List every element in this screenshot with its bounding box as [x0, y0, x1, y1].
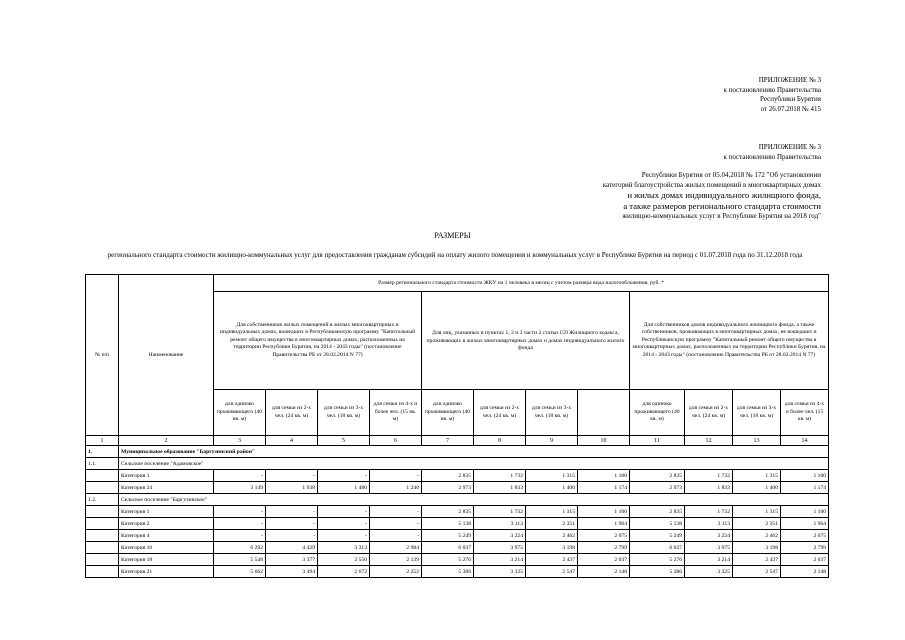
row-value: - — [214, 470, 266, 482]
row-value: 1 732 — [474, 470, 526, 482]
row-value: 3 214 — [685, 554, 733, 566]
row-value: 1 833 — [685, 482, 733, 494]
header-sub: для одиноко проживающего (40 кв. м) — [422, 390, 474, 436]
header-line: к постановлению Правительства — [723, 85, 821, 94]
column-number: 12 — [685, 436, 733, 446]
row-number: 1. — [86, 446, 119, 458]
appendix-header-new — [723, 76, 821, 114]
header-sub — [578, 390, 630, 436]
row-value: 2 437 — [526, 554, 578, 566]
row-value: 2 075 — [578, 530, 630, 542]
header-line: от 26.07.2018 № 415 — [760, 104, 821, 113]
column-number: 10 — [578, 436, 630, 446]
row-value: 3 224 — [474, 530, 526, 542]
table-row — [86, 470, 829, 482]
table-row — [86, 554, 829, 566]
row-value: 1 100 — [578, 470, 630, 482]
header-line: Республики Бурятия — [760, 95, 821, 103]
column-number: 6 — [370, 436, 422, 446]
row-value: 5 249 — [630, 530, 685, 542]
row-value: 6 037 — [630, 542, 685, 554]
row-value: 1 480 — [318, 482, 370, 494]
header-line: Республики Бурятия от 05.04.2018 № 172 "Об установлении — [641, 171, 821, 179]
column-number: 7 — [422, 436, 474, 446]
row-value: 2 351 — [733, 518, 781, 530]
row-value: 1 833 — [474, 482, 526, 494]
row-value: 1 732 — [685, 470, 733, 482]
row-value: - — [370, 506, 422, 518]
header-line: жилищно-коммунальных услуг в Республике Бурятия на 2018 год" — [622, 212, 821, 220]
row-number — [86, 530, 119, 542]
row-value: 3 214 — [474, 554, 526, 566]
header-sub: для семьи из 2-х чел. (24 кв. м) — [685, 390, 733, 436]
row-value: - — [214, 518, 266, 530]
row-value: 3 377 — [266, 554, 318, 566]
row-value: 3 198 — [733, 542, 781, 554]
row-value: 2 672 — [318, 566, 370, 578]
row-value: - — [266, 470, 318, 482]
header-line: категорий благоустройства жилых помещений в многоквартирных домах — [602, 180, 821, 189]
header-sub: для семьи из 2-х чел. (24 кв. м) — [474, 390, 526, 436]
row-value: 3 494 — [266, 566, 318, 578]
column-number: 1 — [86, 436, 119, 446]
row-value: 1 240 — [370, 482, 422, 494]
row-value: 1 174 — [781, 482, 829, 494]
row-value: 2 799 — [781, 542, 829, 554]
row-value: 2 148 — [578, 566, 630, 578]
header-top: Размер регионального стандарта стоимости ЖКУ на 1 человека в месяц с учетом размера вида налогообложения, руб. * — [214, 275, 829, 292]
header-line: и жилых домах индивидуального жилищного фонда, — [627, 190, 821, 200]
row-value: 2 550 — [318, 554, 370, 566]
row-value: 3 198 — [526, 542, 578, 554]
row-value: 3 975 — [474, 542, 526, 554]
header-sub: для семьи из 4-х и более чел. (15 кв. м) — [781, 390, 829, 436]
row-value: 3 975 — [685, 542, 733, 554]
row-value: 5 138 — [422, 518, 474, 530]
table-row — [86, 506, 829, 518]
standards-table — [85, 274, 829, 578]
header-sub: для семьи из 4-х и более чел. (15 кв. м) — [370, 390, 422, 436]
header-no: № п/п — [86, 275, 119, 436]
row-number — [86, 554, 119, 566]
row-value: 5 662 — [214, 566, 266, 578]
row-number — [86, 506, 119, 518]
row-value: 2 835 — [422, 470, 474, 482]
row-value: 2 835 — [630, 470, 685, 482]
row-value: 2 037 — [781, 554, 829, 566]
row-name: Категория 4 — [119, 530, 214, 542]
row-number — [86, 470, 119, 482]
row-value: 1 174 — [578, 482, 630, 494]
row-number — [86, 542, 119, 554]
row-value: 3 113 — [474, 518, 526, 530]
row-name: Категория 2 — [119, 518, 214, 530]
row-value: - — [214, 530, 266, 542]
document-subtitle: регионального стандарта стоимости жилищно-коммунальных услуг для предоставления гражданам субсидий на оплату жилого помещения и коммунальных услуг в Республике Бурятия на период с 01.07.2018 года по 31.12.2018 года — [107, 251, 803, 259]
header-sub: для семьи из 3-х чел. (18 кв. м) — [318, 390, 370, 436]
table-row — [86, 494, 829, 506]
header-sub: для одиноко проживающего (40 кв. м) — [630, 390, 685, 436]
row-value: 3 325 — [474, 566, 526, 578]
row-name: Категория 10 — [119, 542, 214, 554]
row-name: Категория 1 — [119, 470, 214, 482]
row-value: - — [266, 518, 318, 530]
appendix-header-original — [603, 143, 821, 222]
row-number — [86, 482, 119, 494]
row-value: 4 429 — [266, 542, 318, 554]
header-line: а также размеров регионального стандарта стоимости — [623, 201, 821, 211]
row-value: 1 100 — [781, 506, 829, 518]
row-name: Категория 21 — [119, 566, 214, 578]
column-number: 5 — [318, 436, 370, 446]
row-value: 2 984 — [370, 542, 422, 554]
header-sub: для семьи из 3-х чел. (18 кв. м) — [526, 390, 578, 436]
column-number: 2 — [119, 436, 214, 446]
row-value: 2 462 — [733, 530, 781, 542]
row-value: 5 138 — [630, 518, 685, 530]
column-number: 11 — [630, 436, 685, 446]
header-group-3: Для собственников домов индивидуального жилищного фонда, а также собственников, проживающих в многоквартирных домах, не вошедших в Республиканскую программу "Капитальный ремонт общего имущества в многоквартирных домах, расположенных на территории Республики Бурятия, на 2014 - 2043 годы" (постановление Правительства РБ от 28.02.2014 N 77) — [630, 292, 829, 390]
row-name: Сельское поселение "Адамовское" — [119, 458, 829, 470]
row-value: 3 313 — [318, 542, 370, 554]
row-name: Категория 18 — [119, 554, 214, 566]
row-value: 5 386 — [422, 566, 474, 578]
row-value: 2 037 — [578, 554, 630, 566]
row-value: 1 315 — [526, 506, 578, 518]
header-group-2: Для лиц, указанных в пунктах 1, 2 и 3 части 2 статьи 159 Жилищного кодекса, проживающих в жилых многоквартирных домах и домах индивидуального жилого фонда — [422, 292, 630, 390]
header-group-1: Для собственников жилых помещений в жилых многоквартирных и индивидуальных домах, вошедших в Республиканскую программу "Капитальный ремонт общего имущества в многоквартирных домах, расположенных на территории Республики Бурятия, на 2014 - 2043 годы" (постановление Правительства РБ от 28.02.2014 N 77) — [214, 292, 422, 390]
row-value: 2 075 — [781, 530, 829, 542]
row-value: - — [370, 530, 422, 542]
row-value: - — [318, 506, 370, 518]
row-value: - — [370, 470, 422, 482]
row-value: 3 149 — [214, 482, 266, 494]
row-value: 2 351 — [526, 518, 578, 530]
header-sub: для одиноко проживающего (40 кв. м) — [214, 390, 266, 436]
row-value: 1 938 — [266, 482, 318, 494]
table-row — [86, 482, 829, 494]
table-row — [86, 530, 829, 542]
row-value: 5 276 — [630, 554, 685, 566]
row-value: 1 400 — [526, 482, 578, 494]
column-number: 8 — [474, 436, 526, 446]
row-value: 6 037 — [422, 542, 474, 554]
column-number: 3 — [214, 436, 266, 446]
row-value: 1 315 — [733, 470, 781, 482]
row-name: Муниципальное образование "Баргузинский район" — [119, 446, 829, 458]
row-value: 2 139 — [370, 554, 422, 566]
row-value: 1 315 — [733, 506, 781, 518]
table-row — [86, 458, 829, 470]
column-number: 13 — [733, 436, 781, 446]
document-title: РАЗМЕРЫ — [434, 231, 471, 240]
row-value: 5 548 — [214, 554, 266, 566]
row-value: 1 400 — [733, 482, 781, 494]
header-line: ПРИЛОЖЕНИЕ № 3 — [758, 76, 821, 84]
table-row — [86, 542, 829, 554]
row-value: 1 100 — [781, 470, 829, 482]
row-name: Сельское поселение "Баргузинское" — [119, 494, 829, 506]
row-name: Категория 24 — [119, 482, 214, 494]
row-name: Категория 1 — [119, 506, 214, 518]
header-name: Наименование — [119, 275, 214, 436]
row-value: - — [370, 518, 422, 530]
row-number: 1.1. — [86, 458, 119, 470]
header-line: ПРИЛОЖЕНИЕ № 3 — [758, 143, 821, 151]
row-value: - — [266, 506, 318, 518]
row-value: 5 276 — [422, 554, 474, 566]
row-value: 5 386 — [630, 566, 685, 578]
header-sub: для семьи из 2-х чел. (24 кв. м) — [266, 390, 318, 436]
row-value: 3 113 — [685, 518, 733, 530]
row-value: 1 964 — [781, 518, 829, 530]
row-value: 2 148 — [781, 566, 829, 578]
row-value: - — [214, 506, 266, 518]
column-number: 14 — [781, 436, 829, 446]
row-value: 2 252 — [370, 566, 422, 578]
row-value: 3 224 — [685, 530, 733, 542]
row-value: 1 100 — [578, 506, 630, 518]
row-number: 1.2. — [86, 494, 119, 506]
table-row — [86, 446, 829, 458]
row-value: 1 964 — [578, 518, 630, 530]
header-sub: для семьи из 3-х чел. (18 кв. м) — [733, 390, 781, 436]
row-value: 2 462 — [526, 530, 578, 542]
row-value: - — [318, 470, 370, 482]
header-line: к постановлению Правительства — [723, 152, 821, 161]
row-value: 6 292 — [214, 542, 266, 554]
row-value: 3 325 — [685, 566, 733, 578]
column-number: 4 — [266, 436, 318, 446]
row-value: 2 973 — [422, 482, 474, 494]
column-number: 9 — [526, 436, 578, 446]
row-value: 1 732 — [474, 506, 526, 518]
row-value: 2 973 — [630, 482, 685, 494]
table-row — [86, 566, 829, 578]
row-value: 1 315 — [526, 470, 578, 482]
row-value: 2 547 — [733, 566, 781, 578]
row-value: 1 732 — [685, 506, 733, 518]
row-value: - — [318, 518, 370, 530]
row-value: - — [318, 530, 370, 542]
row-number — [86, 566, 119, 578]
row-value: 2 835 — [422, 506, 474, 518]
row-value: 2 799 — [578, 542, 630, 554]
table-row — [86, 518, 829, 530]
row-value: - — [266, 530, 318, 542]
row-number — [86, 518, 119, 530]
row-value: 5 249 — [422, 530, 474, 542]
row-value: 2 835 — [630, 506, 685, 518]
row-value: 2 547 — [526, 566, 578, 578]
row-value: 2 437 — [733, 554, 781, 566]
